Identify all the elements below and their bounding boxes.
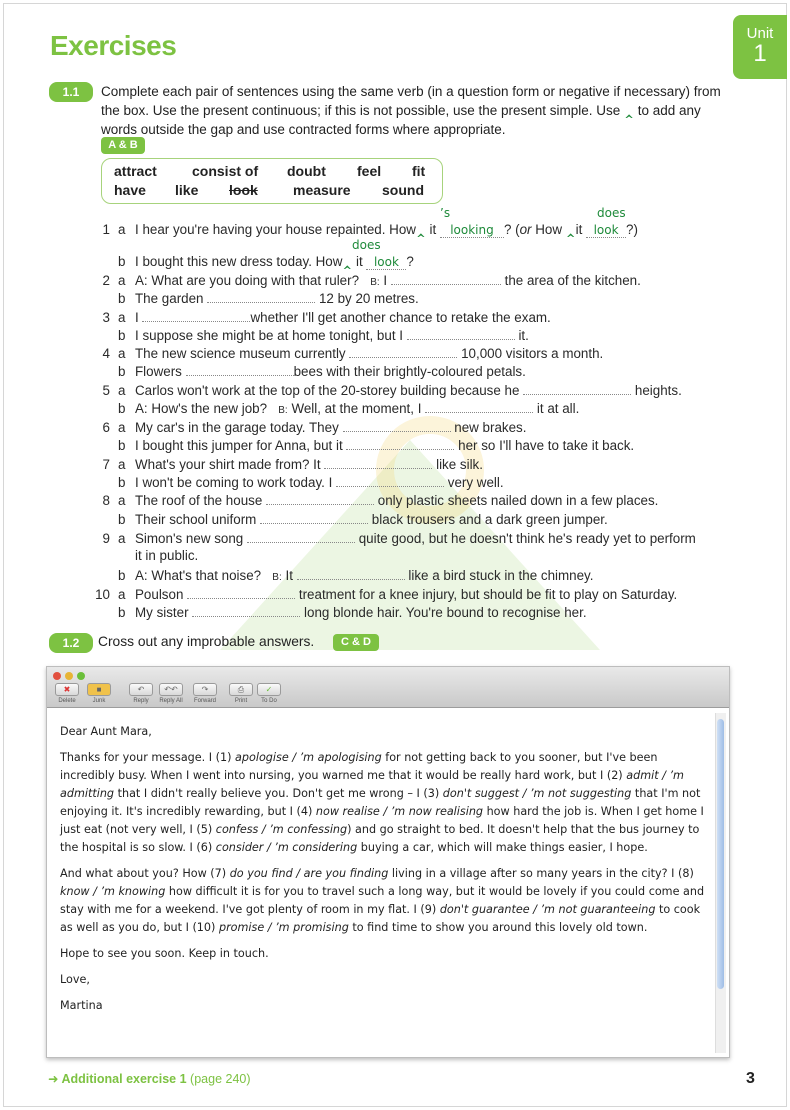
email-scrollbar[interactable] (715, 713, 726, 1053)
sentence-8b: Their school uniform black trousers and a dark green jumper. (135, 512, 608, 527)
item-number: 7 (102, 457, 110, 472)
sentence-4b: Flowers bees with their brightly-coloured petals. (135, 364, 526, 379)
email-closing: Hope to see you soon. Keep in touch. (60, 947, 269, 960)
word: fit (412, 163, 426, 179)
sentence-2a: A: What are you doing with that ruler? B: I the area of the kitchen. (135, 273, 641, 288)
item-number: 10 (95, 587, 110, 602)
word: sound (382, 182, 424, 198)
item-number: 6 (102, 420, 110, 435)
sentence-6b: I bought this jumper for Anna, but it her so I'll have to take it back. (135, 438, 635, 453)
close-light-icon[interactable] (53, 672, 61, 680)
minimize-light-icon[interactable] (65, 672, 73, 680)
word-box (101, 158, 443, 204)
email-paragraph-2: And what about you? How (7) do you find / are you finding living in a village after so many years in the city? I (8) know / ’m knowing how difficult it is for you to travel such a long way, but it would be lovely if you could come and stay with me for a weekend. I've got plenty of room in my flat. I (9) don't guarantee / ’m not guaranteeing to cook as well as you do, but I (10) promise / ’m promising to find time to show you around this lovely old town. (60, 867, 705, 934)
word: feel (357, 163, 382, 179)
junk-button[interactable]: ■ Junk (87, 683, 111, 704)
email-greeting: Dear Aunt Mara, (60, 725, 152, 738)
sentence-1b: I bought this new dress today. How‸ it look ? (135, 254, 414, 269)
reply-icon: ↶ (129, 683, 153, 696)
sentence-7b: I won't be coming to work today. I very well. (135, 475, 504, 490)
answer-gap: look (586, 223, 626, 238)
word: consist of (192, 163, 259, 179)
item-number: 4 (102, 346, 110, 361)
answer-options[interactable]: now realise / ’m now realising (315, 805, 484, 818)
sentence-9a: Simon's new song quite good, but he doesn't think he's ready yet to perform (135, 531, 696, 546)
sentence-4a: The new science museum currently 10,000 visitors a month. (135, 346, 604, 361)
sentence-8a: The roof of the house only plastic sheets nailed down in a few places. (135, 493, 659, 508)
word-crossed-out: look (229, 182, 258, 198)
arrow-icon: ➜ (48, 1072, 59, 1086)
sentence-7a: What's your shirt made from? It like silk. (135, 457, 483, 472)
sentence-3b: I suppose she might be at home tonight, but I it. (135, 328, 529, 343)
item-letter: b (118, 254, 126, 269)
sentence-1a: I hear you're having your house repainted. How‸ it looking ? (or How ‸it look ?) (135, 222, 638, 237)
sentence-9a-cont: it in public. (135, 548, 199, 563)
email-body (60, 723, 708, 1023)
sentence-10a: Poulson treatment for a knee injury, but should be fit to play on Saturday. (135, 587, 678, 602)
instruction-text: Complete each pair of sentences using the same verb (in a question form or negative if necessary) from the box. Use the present continuous; if this is not possible, use the present simple. Use (101, 84, 721, 118)
exercise-1-2-instruction: Cross out any improbable answers. (98, 634, 315, 649)
email-signature: Martina (60, 999, 103, 1012)
delete-button[interactable]: ✖ Delete (55, 683, 79, 704)
item-letter: a (118, 222, 126, 237)
sentence-6a: My car's in the garage today. They new brakes. (135, 420, 527, 435)
word: doubt (287, 163, 326, 179)
section-tag-cd: C & D (333, 634, 379, 651)
sentence-5b: A: How's the new job? B: Well, at the moment, I it at all. (135, 401, 580, 416)
item-number: 5 (102, 383, 110, 398)
sentence-5a: Carlos won't work at the top of the 20-storey building because he heights. (135, 383, 682, 398)
answer-options[interactable]: consider / ’m considering (215, 841, 358, 854)
answer-gap: looking (440, 223, 504, 238)
sentence-2b: The garden 12 by 20 metres. (135, 291, 419, 306)
unit-label: Unit (746, 25, 774, 42)
item-number: 2 (102, 273, 110, 288)
todo-button[interactable]: ✓ To Do (257, 683, 281, 704)
answer-options[interactable]: promise / ’m promising (218, 921, 349, 934)
answer-options[interactable]: do you find / are you finding (229, 867, 389, 880)
handwritten-note: does (597, 206, 626, 220)
section-tag-ab: A & B (101, 137, 145, 154)
sentence-10b: My sister long blonde hair. You're bound to recognise her. (135, 605, 587, 620)
zoom-light-icon[interactable] (77, 672, 85, 680)
page-title: Exercises (50, 30, 177, 61)
junk-icon: ■ (87, 683, 111, 696)
answer-options[interactable]: know / ’m knowing (60, 885, 166, 898)
exercise-badge-1-1: 1.1 (49, 82, 93, 102)
instruction-text-end: to add any words outside the gap and use contracted forms where appropriate. (101, 103, 701, 137)
page-number: 3 (746, 1070, 755, 1087)
answer-options[interactable]: don't guarantee / ’m not guaranteeing (439, 903, 656, 916)
answer-options[interactable]: don't suggest / ’m not suggesting (442, 787, 632, 800)
exercise-1-1-instruction (101, 82, 721, 139)
word: measure (293, 182, 351, 198)
word: like (175, 182, 199, 198)
item-number: 8 (102, 493, 110, 508)
item-number: 1 (102, 222, 110, 237)
forward-icon: ↷ (193, 683, 217, 696)
caret-icon: ‸ (624, 103, 634, 118)
reply-all-button[interactable]: ↶↶ Reply All (159, 685, 183, 704)
handwritten-note: ’s (440, 206, 451, 220)
sentence-9b: A: What's that noise? B: It like a bird stuck in the chimney. (135, 568, 594, 583)
unit-number: 1 (753, 40, 767, 67)
handwritten-note: does (352, 238, 381, 252)
unit-tab (733, 15, 787, 79)
item-number: 3 (102, 310, 110, 325)
email-window (46, 666, 730, 1058)
word: have (114, 182, 146, 198)
sentence-3a: I whether I'll get another chance to retake the exam. (135, 310, 551, 325)
exercise-badge-1-2: 1.2 (49, 633, 93, 653)
answer-options[interactable]: admit / ’m admitting (60, 769, 684, 800)
item-number: 9 (102, 531, 110, 546)
answer-options[interactable]: apologise / ’m apologising (235, 751, 382, 764)
print-button[interactable]: ⎙ Print (229, 683, 253, 704)
email-signoff: Love, (60, 973, 90, 986)
reply-button[interactable]: ↶ Reply (129, 683, 153, 704)
answer-gap: look (366, 255, 406, 270)
email-toolbar (47, 667, 729, 708)
printer-icon: ⎙ (229, 683, 253, 696)
email-paragraph-1: Thanks for your message. I (1) apologise / ’m apologising for not getting back to you sooner, but I've been incredibly busy. When I went into nursing, you warned me that it would be really hard work, but I (2) admit / ’m admitting that I didn't really believe you. Don't get me wrong – I (3) don't suggest / ’m not suggesting that I'm not enjoying it. It's incredibly rewarding, but I (4) now realise / ’m now realising how hard the job is. When I get home I just eat (not very well, I (5) confess / ’m confessing) and go straight to bed. It doesn't help that the bus journey to the hospital is so slow. I (6) consider / ’m considering buying a car, which will make things easier, I hope. (60, 751, 704, 854)
forward-button[interactable]: ↷ Forward (193, 685, 216, 704)
additional-exercise-link[interactable]: ➜ Additional exercise 1 (page 240) (48, 1072, 251, 1086)
delete-icon: ✖ (55, 683, 79, 696)
scrollbar-thumb[interactable] (717, 719, 724, 989)
reply-all-icon: ↶↶ (159, 683, 183, 696)
answer-options[interactable]: confess / ’m confessing (215, 823, 348, 836)
checkmark-icon: ✓ (257, 683, 281, 696)
word: attract (114, 163, 157, 179)
